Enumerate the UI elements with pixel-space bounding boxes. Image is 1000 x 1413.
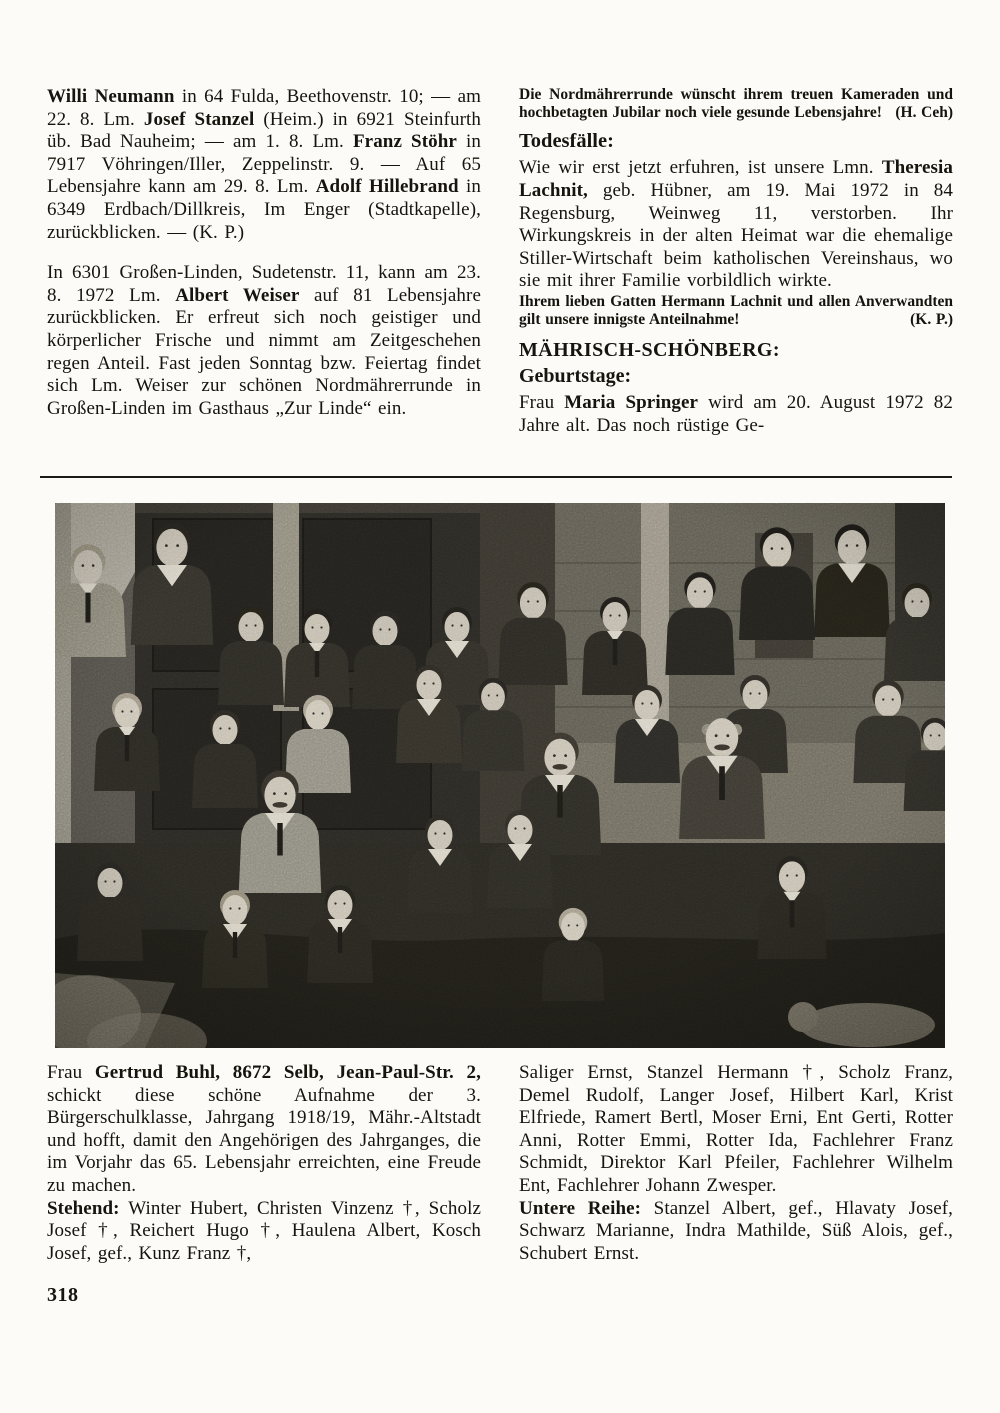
credit-h-ceh: (H. Ceh): [895, 104, 953, 122]
paragraph-august-birthdays: Willi Neumann in 64 Fulda, Beethovenstr. 10; — am 22. 8. Lm. Josef Stanzel (Heim.) in 6921 Steinfurth üb. Bad Nauheim; — am 1. 8. Lm. Franz Stöhr in 7917 Vöhringen/Iller, Zeppelinstr. 9. — Auf 65 Lebensjahre kann am 29. 8. Lm. Adolf Hillebrand in 6349 Erdbach/Dillkreis, Im Enger (Stadtkapelle), zurückblicken. — (K. P.): [47, 86, 482, 243]
caption-names-continued: Saliger Ernst, Stanzel Hermann †, Scholz Franz, Demel Rudolf, Langer Josef, Hilbert Karl, Krist Elfriede, Ramert Bertl, Moser Erni, Ent Gerti, Rotter Anni, Rotter Emmi, Rotter Ida, Fachlehrer Franz Schmidt, Direktor Karl Pfeiler, Fachlehrer Wilhelm Ent, Fachlehrer Johann Zwesper.: [519, 1062, 953, 1196]
congratulation-note: [519, 86, 953, 122]
paragraph-maria-springer: Frau Maria Springer wird am 20. August 1972 82 Jahre alt. Das noch rüstige Ge-: [519, 392, 953, 436]
caption-intro: Frau Gertrud Buhl, 8672 Selb, Jean-Paul-Str. 2, schickt diese schöne Aufnahme der 3. Bürgerschulklasse, Jahrgang 1918/19, Mähr.-Altstadt und hofft, damit den Angehörigen des Jahrganges, die im Vorjahr das 65. Lebensjahr erreichten, eine Freude zu machen.: [47, 1062, 482, 1196]
congratulation-text: Die Nordmährerrunde wünscht ihrem treuen Kameraden und hochbetagten Jubilar noch viele gesunde Lebensjahre!: [519, 86, 953, 122]
credit-k-p: (K. P.): [910, 311, 953, 329]
page-number: 318: [47, 1284, 79, 1306]
top-left-column: [47, 86, 481, 438]
top-right-column: [519, 86, 953, 438]
heading-maehrisch-schoenberg: MÄHRISCH-SCHÖNBERG:: [519, 339, 780, 362]
caption-section: [47, 1062, 953, 1265]
horizontal-divider-rule: [40, 476, 952, 478]
class-photo-illustration: [55, 503, 945, 1048]
caption-bottom-row: Untere Reihe: Stanzel Albert, gef., Hlavaty Josef, Schwarz Marianne, Indra Mathilde, Süß Alois, gef., Schubert Ernst.: [519, 1197, 954, 1264]
condolence-note: [519, 293, 953, 329]
class-photo: [55, 503, 945, 1048]
paragraph-albert-weiser: In 6301 Großen-Linden, Sudetenstr. 11, kann am 23. 8. 1972 Lm. Albert Weiser auf 81 Lebensjahre zurückblicken. Er erfreut sich noch geistiger und körperlicher Frische und nimmt am Zeitgeschehen regen Anteil. Fast jeden Sonntag bzw. Feiertag findet sich Lm. Weiser zur schönen Nordmährerrunde in Großen-Linden im Gasthaus „Zur Linde“ ein.: [47, 262, 481, 419]
caption-left-column: [47, 1062, 481, 1265]
top-text-section: [47, 86, 953, 438]
caption-standing-row: Stehend: Winter Hubert, Christen Vinzenz †, Scholz Josef †, Reichert Hugo †, Haulena Albert, Kosch Josef, gef., Kunz Franz †,: [47, 1197, 481, 1264]
heading-todesfaelle: Todesfälle:: [519, 130, 614, 153]
condolence-text: Ihrem lieben Gatten Hermann Lachnit und allen Anverwandten gilt unsere innigste Anteilnahme!: [519, 292, 953, 329]
obituary-theresia-lachnit: Wie wir erst jetzt erfuhren, ist unsere Lmn. Theresia Lachnit, geb. Hübner, am 19. Mai 1972 in 84 Regensburg, Weinweg 11, verstorben. Ihr Wirkungskreis in der alten Heimat war die ehemalige Stiller-Wirtschaft beim katholischen Vereinshaus, wo sie mit ihrer Familie vorbildlich wirkte.: [519, 157, 953, 292]
heading-geburtstage: Geburtstage:: [519, 365, 632, 388]
caption-right-column: [519, 1062, 953, 1265]
